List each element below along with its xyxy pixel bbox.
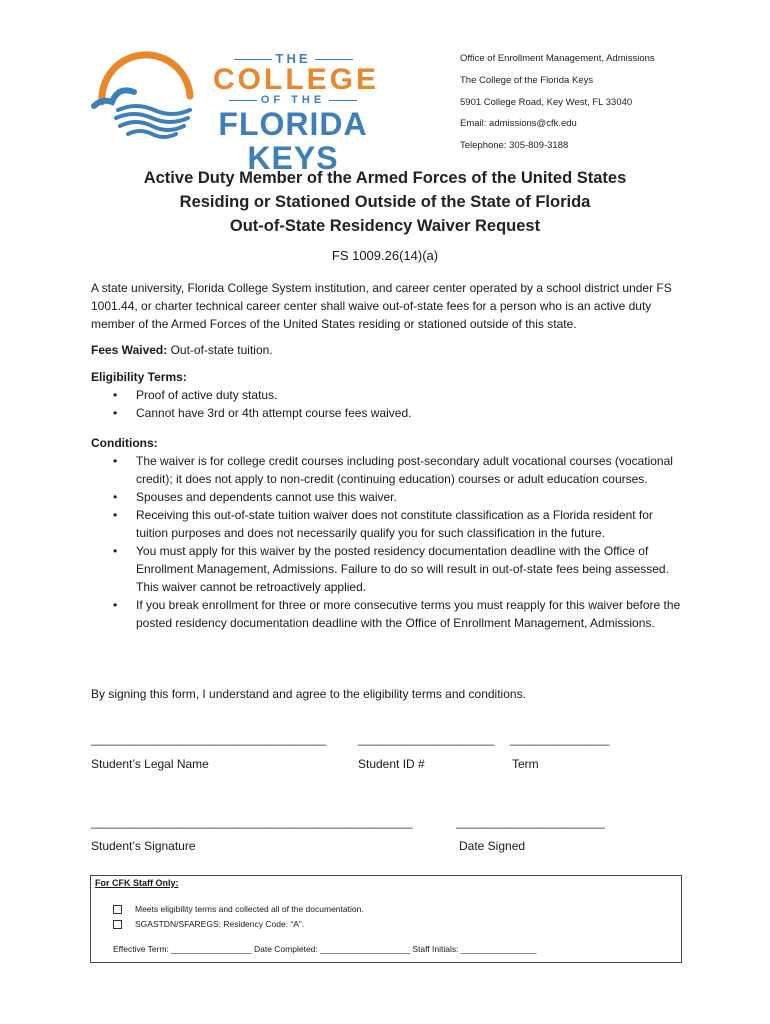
- list-item: • Spouses and dependents cannot use this waiver.: [113, 488, 683, 506]
- conditions-heading: Conditions:: [91, 436, 158, 450]
- title-line: Residing or Stationed Outside of the State of Florida: [179, 193, 591, 211]
- term-label: Term: [512, 757, 539, 771]
- list-item: • The waiver is for college credit courses including post-secondary adult vocational courses (vocational credit); it does not apply to non-credit (continuing education) courses or adult education courses.: [113, 452, 683, 488]
- fees-waived: [91, 341, 691, 359]
- student-id-field[interactable]: ______________________: [358, 732, 494, 746]
- fees-value: Out-of-state tuition.: [167, 343, 273, 357]
- page-title: [0, 166, 770, 238]
- checkbox[interactable]: [113, 905, 122, 914]
- staff-checkbox-item[interactable]: [113, 919, 304, 929]
- date-signed-label: Date Signed: [459, 839, 526, 853]
- list-item: • You must apply for this waiver by the posted residency documentation deadline with the Office of Enrollment Management, Admissions. Failure to do so will result in out-of-state fees being assessed. This waiver cannot be retroactively applied.: [113, 542, 683, 596]
- date-signed-field[interactable]: ________________________: [456, 815, 605, 829]
- list-item: • Cannot have 3rd or 4th attempt course fees waived.: [113, 404, 691, 422]
- sun-waves-icon: [88, 46, 208, 146]
- logo-florida-keys: FLORIDA KEYS: [218, 106, 368, 176]
- office-address: [460, 48, 655, 157]
- fees-label: Fees Waived:: [91, 343, 168, 357]
- checkbox[interactable]: [113, 920, 122, 929]
- office-line: Office of Enrollment Management, Admissions: [460, 53, 655, 64]
- staff-only-box: [90, 875, 682, 963]
- list-item: • Proof of active duty status.: [113, 386, 691, 404]
- eligibility-heading: Eligibility Terms:: [91, 370, 187, 384]
- checkbox-label: Meets eligibility terms and collected all of the documentation.: [135, 904, 364, 914]
- title-line: Out-of-State Residency Waiver Request: [229, 217, 541, 235]
- eligibility-section: [91, 368, 691, 422]
- logo-the: THE: [275, 51, 311, 66]
- intro-paragraph: A state university, Florida College System institution, and career center operated by a school district under FS 1001.44, or charter technical career center shall waive out-of-state fees for a person who is an active duty member of the Armed Forces of the United States residing or stationed outside of this state.: [91, 281, 672, 331]
- checkbox-label: SGASTDN/SFAREGS: Residency Code: “A”.: [135, 919, 305, 929]
- college-logo: [88, 46, 380, 176]
- signature-label: Student’s Signature: [91, 839, 196, 853]
- list-item: • Receiving this out-of-state tuition waiver does not constitute classification as a Florida resident for tuition purposes and does not necessarily qualify you for such classification in the future.: [113, 506, 683, 542]
- staff-fields[interactable]: Effective Term: _________________ Date Completed: ___________________ Staff Initials: ________________: [113, 944, 537, 954]
- legal-name-field[interactable]: ______________________________________: [91, 732, 326, 746]
- logo-of-the: OF THE: [260, 94, 326, 106]
- agreement-statement: By signing this form, I understand and agree to the eligibility terms and conditions.: [91, 687, 526, 701]
- title-line: Active Duty Member of the Armed Forces of the United States: [143, 169, 627, 187]
- staff-title: For CFK Staff Only:: [95, 878, 179, 888]
- term-field[interactable]: ________________: [510, 732, 609, 746]
- office-line: 5901 College Road, Key West, FL 33040: [460, 96, 633, 108]
- student-id-label: Student ID #: [358, 757, 425, 771]
- office-email: Email: admissions@cfk.edu: [460, 118, 577, 130]
- signature-field[interactable]: ____________________________________________________: [91, 815, 413, 829]
- legal-name-label: Student’s Legal Name: [91, 757, 209, 771]
- office-line: The College of the Florida Keys: [460, 74, 594, 86]
- office-phone: Telephone: 305-809-3188: [460, 140, 569, 152]
- statute-reference: FS 1009.26(14)(a): [331, 248, 439, 263]
- staff-checkbox-item[interactable]: [113, 904, 364, 914]
- logo-wordmark: [213, 51, 380, 176]
- conditions-section: [91, 434, 691, 632]
- logo-college: COLLEGE: [213, 63, 380, 96]
- list-item: • If you break enrollment for three or more consecutive terms you must reapply for this waiver before the posted residency documentation deadline with the Office of Enrollment Management, Admissions.: [113, 596, 683, 632]
